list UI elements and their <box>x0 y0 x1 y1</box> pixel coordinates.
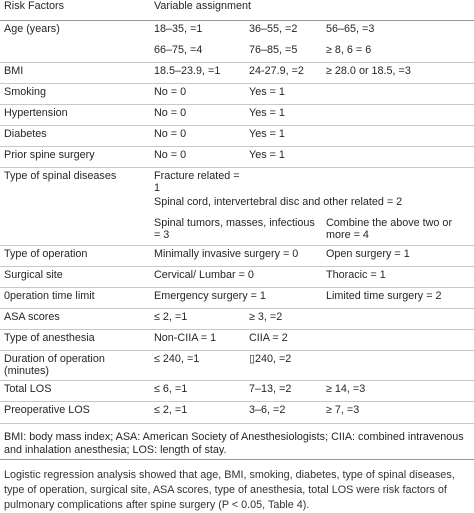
assignment-cell: 7–13, =2 <box>249 382 292 395</box>
body-paragraph: Logistic regression analysis showed that age, BMI, smoking, diabetes, type of spinal diseases, type of operation, surgical site, ASA scores, type of anesthesia, total LOS were risk factors of pulmonary complications after spine surgery (P < 0.05, Table 4). <box>4 469 455 511</box>
risk-factor-label <box>0 42 150 63</box>
assignment-cell <box>322 147 474 168</box>
table-row <box>0 329 474 350</box>
assignment-cell: Minimally invasive surgery = 0 <box>154 247 299 260</box>
risk-factor-label: Total LOS <box>4 382 52 395</box>
risk-factor-label <box>0 194 150 215</box>
assignment-cell: CIIA = 2 <box>249 331 288 344</box>
assignment-cell: ≥ 28.0 or 18.5, =3 <box>326 65 411 77</box>
assignment-cell: Limited time surgery = 2 <box>326 289 442 302</box>
assignment-cell: Yes = 1 <box>249 107 285 119</box>
assignment-cell: Combine the above two or more = 4 <box>326 217 453 241</box>
assignment-cell: 56–65, =3 <box>326 23 375 35</box>
table-row <box>0 21 474 42</box>
risk-factor-label: Smoking <box>4 86 47 98</box>
header-variable-assignment: Variable assignment <box>154 0 252 12</box>
table-row <box>0 380 474 401</box>
assignment-cell <box>322 329 474 350</box>
table-row <box>0 105 474 126</box>
risk-factor-label: Preoperative LOS <box>4 403 90 416</box>
table-row <box>0 401 474 423</box>
assignment-cell: ≥ 7, =3 <box>326 403 360 416</box>
risk-factor-label: ASA scores <box>4 310 60 323</box>
assignment-cell: Cervical/ Lumbar = 0 <box>154 268 254 281</box>
assignment-cell: No = 0 <box>154 149 187 161</box>
risk-factor-label: Type of spinal diseases <box>4 170 117 182</box>
risk-factor-label: Prior spine surgery <box>4 149 95 161</box>
table-row <box>0 266 474 287</box>
table-footnote: BMI: body mass index; ASA: American Society of Anesthesiologists; CIIA: combined intravenous and inhalation anesthesia; LOS: length of stay. <box>4 431 464 456</box>
risk-factor-label: Age (years) <box>4 23 60 35</box>
assignment-cell: Non-CIIA = 1 <box>154 331 217 344</box>
table-row <box>0 63 474 84</box>
risk-factor-label: Surgical site <box>4 268 63 281</box>
assignment-cell <box>322 308 474 329</box>
assignment-cell: No = 0 <box>154 86 187 98</box>
assignment-cell <box>322 168 474 195</box>
assignment-cell: ≤ 2, =1 <box>154 310 188 323</box>
header-risk-factors: Risk Factors <box>4 0 64 12</box>
table-row <box>0 350 474 380</box>
table-row <box>0 194 474 215</box>
risk-factor-label: 0peration time limit <box>4 289 95 302</box>
assignment-cell: Yes = 1 <box>249 149 285 161</box>
assignment-cell: 76–85, =5 <box>249 43 298 56</box>
table-row <box>0 147 474 168</box>
assignment-cell: ≥ 8, 6 = 6 <box>326 43 372 56</box>
assignment-cell: Yes = 1 <box>249 128 285 140</box>
assignment-cell: Yes = 1 <box>249 86 285 98</box>
table-row <box>0 84 474 105</box>
assignment-cell <box>322 126 474 147</box>
assignment-cell: Spinal tumors, masses, infectious = 3 <box>154 217 315 241</box>
table-row <box>0 215 474 245</box>
table-row <box>0 287 474 308</box>
assignment-cell: No = 0 <box>154 107 187 119</box>
table-bottom-divider <box>0 459 474 460</box>
risk-factor-label: Hypertension <box>4 107 68 119</box>
assignment-cell: 66–75, =4 <box>154 43 203 56</box>
risk-factor-label: Diabetes <box>4 128 47 140</box>
risk-factor-label <box>0 215 150 245</box>
assignment-cell: ≤ 2, =1 <box>154 403 188 416</box>
assignment-cell: 36–55, =2 <box>249 23 298 35</box>
assignment-cell <box>245 168 322 195</box>
assignment-cell: Emergency surgery = 1 <box>154 289 266 302</box>
assignment-cell: ≤ 240, =1 <box>154 352 200 365</box>
risk-factor-label: BMI <box>4 65 24 77</box>
assignment-cell: Open surgery = 1 <box>326 247 410 260</box>
table-row <box>0 168 474 195</box>
assignment-cell: ≥ 14, =3 <box>326 382 366 395</box>
risk-factor-label: Type of operation <box>4 247 88 260</box>
assignment-cell: Fracture related = 1 <box>154 170 240 194</box>
table-row <box>0 42 474 63</box>
assignment-cell: ≤ 6, =1 <box>154 382 188 395</box>
assignment-cell: ▯240, =2 <box>249 352 292 365</box>
assignment-cell <box>322 84 474 105</box>
assignment-cell <box>322 350 474 380</box>
assignment-cell: ≥ 3, =2 <box>249 310 283 323</box>
table-row <box>0 308 474 329</box>
assignment-cell: Thoracic = 1 <box>326 268 386 281</box>
assignment-cell: No = 0 <box>154 128 187 140</box>
assignment-cell: 3–6, =2 <box>249 403 286 416</box>
assignment-cell: 18–35, =1 <box>154 23 203 35</box>
risk-factor-label: Type of anesthesia <box>4 331 95 344</box>
assignment-cell: 18.5–23.9, =1 <box>154 65 221 77</box>
risk-factor-label: Duration of operation (minutes) <box>4 352 105 377</box>
table-row <box>0 245 474 266</box>
assignment-cell: 24-27.9, =2 <box>249 65 304 77</box>
assignment-cell: Spinal cord, intervertebral disc and other related = 2 <box>154 196 403 208</box>
table-header-row <box>0 0 474 21</box>
assignment-cell <box>322 105 474 126</box>
table-row <box>0 126 474 147</box>
